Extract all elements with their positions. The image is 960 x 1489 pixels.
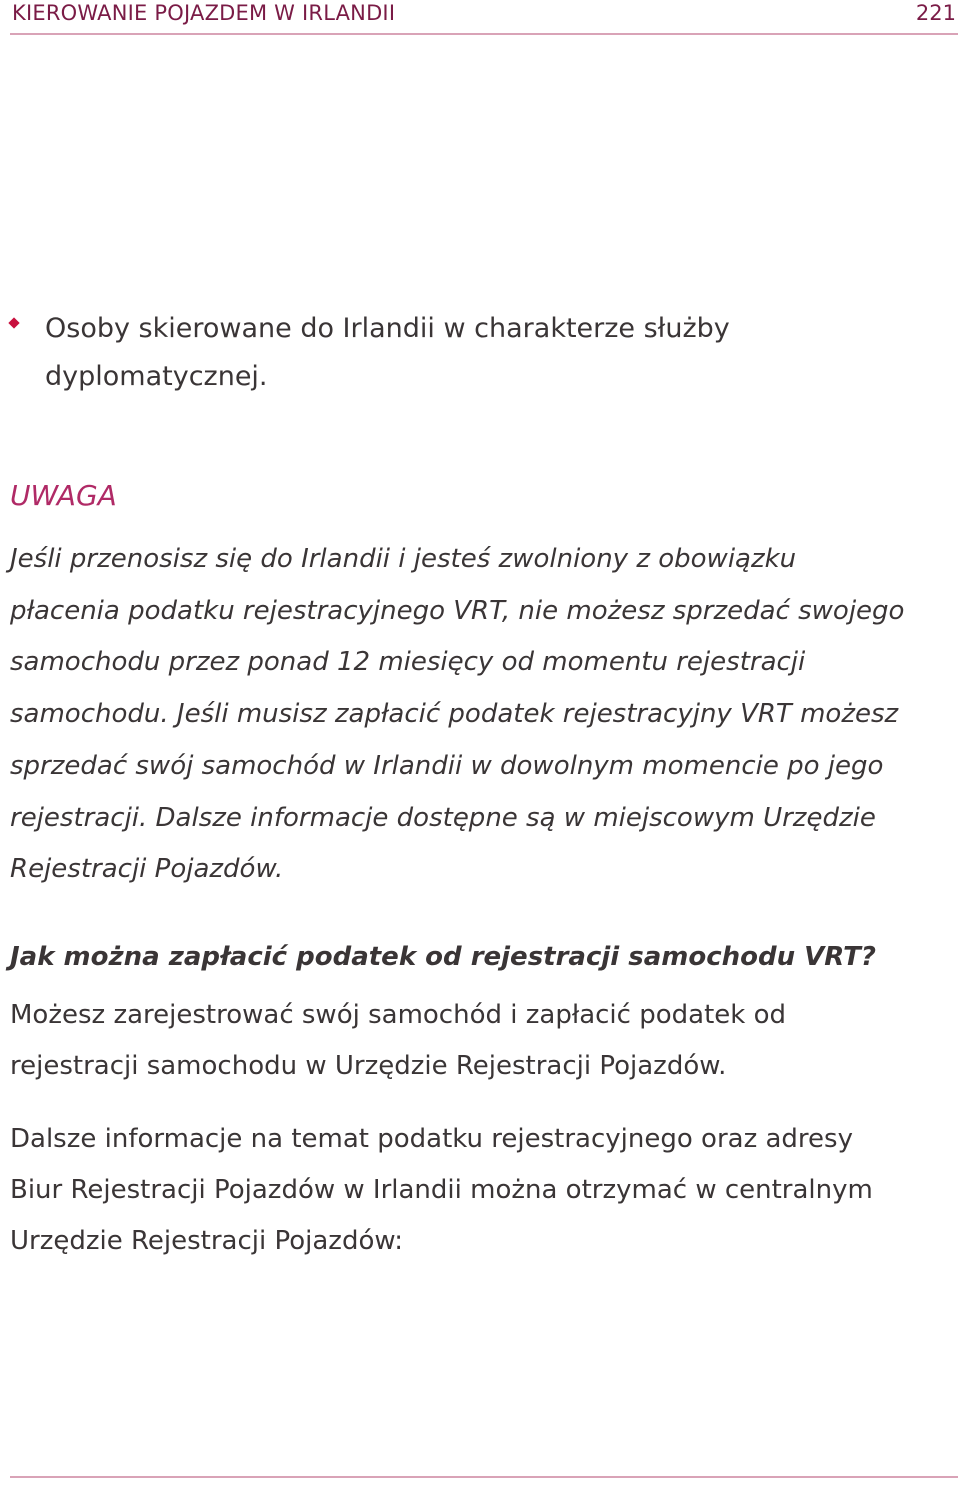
section-answer-paragraph: Możesz zarejestrować swój samochód i zapłacić podatek od rejestracji samochodu w Urzędzie Rejestracji Pojazdów. [10, 1000, 786, 1081]
section-question-heading: Jak można zapłacić podatek od rejestracji samochodu VRT? [10, 942, 876, 972]
page-number: 221 [915, 1, 956, 25]
chapter-title: KIEROWANIE POJAZDEM W IRLANDII [12, 1, 396, 25]
bullet-list-item [10, 305, 930, 401]
further-info-paragraph: Dalsze informacje na temat podatku rejestracyjnego oraz adresy Biur Rejestracji Pojazdów w Irlandii można otrzymać w centralnym Urzędzie Rejestracji Pojazdów: [10, 1124, 873, 1256]
page-header [10, 0, 958, 35]
note-body: Jeśli przenosisz się do Irlandii i jesteś zwolniony z obowiązku płacenia podatku rejestracyjnego VRT, nie możesz sprzedać swojego samochodu przez ponad 12 miesięcy od momentu rejestracji samochodu. Jeśli musisz zapłacić podatek rejestracyjny VRT możesz sprzedać swój samochód w Irlandii w dowolnym momencie po jego rejestracji. Dalsze informacje dostępne są w miejscowym Urzędzie Rejestracji Pojazdów. [10, 544, 905, 885]
footer-divider [10, 1476, 958, 1478]
note-title: UWAGA [10, 479, 117, 512]
bullet-text: Osoby skierowane do Irlandii w charakterze służby dyplomatycznej. [45, 313, 730, 392]
bullet-icon [8, 317, 19, 328]
